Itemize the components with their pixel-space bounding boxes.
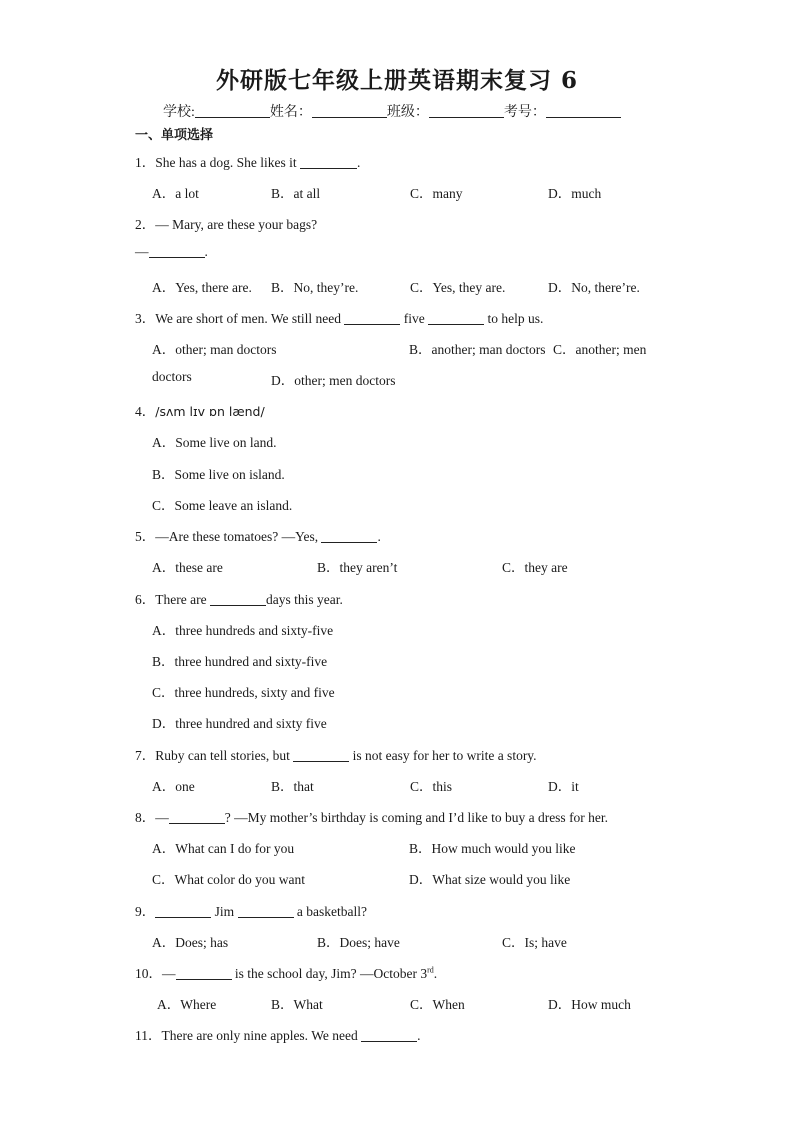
answer-blank[interactable] [321,530,377,543]
option-a[interactable]: A．Where [157,997,217,1012]
option-a[interactable]: A．a lot [152,186,199,201]
answer-blank[interactable] [210,593,266,606]
option-b[interactable]: B．Does; have [317,935,400,950]
option-a[interactable]: A．these are [152,560,223,575]
option-a[interactable]: A．one [152,779,195,794]
ordinal-suffix: rd [427,965,434,975]
option-d[interactable]: D．other; men doctors [271,373,396,388]
option-c[interactable]: C．this [410,779,453,794]
option-c[interactable]: C．three hundreds, sixty and five [152,685,335,700]
school-blank[interactable] [195,104,270,118]
question-5: 5．—Are these tomatoes? —Yes, . [135,529,381,544]
option-a[interactable]: A．What can I do for you [152,841,295,856]
question-stem: She has a dog. She likes it [155,155,300,170]
question-number: 7． [135,748,156,763]
question-number: 2． [135,217,156,232]
class-blank[interactable] [429,104,504,118]
answer-blank[interactable] [293,749,349,762]
option-d[interactable]: D．much [548,186,602,201]
answer-blank[interactable] [344,312,400,325]
question-stem: — Mary, are these your bags? [155,217,318,232]
option-b[interactable]: B．Some live on island. [152,467,285,482]
option-b[interactable]: B．another; man doctors [409,342,546,357]
option-a[interactable]: A．other; man doctors [152,342,277,357]
option-a[interactable]: A．Some live on land. [152,435,277,450]
question-11: 11．There are only nine apples. We need . [135,1028,421,1043]
option-b[interactable]: B．three hundred and sixty-five [152,654,328,669]
option-b[interactable]: B．that [271,779,314,794]
name-label: 姓名： [269,105,312,120]
option-b[interactable]: B．they aren’t [317,560,398,575]
student-info-line [163,101,621,121]
option-c-continued: doctors [152,369,192,384]
question-10: 10．— is the school day, Jim? —October 3rd. [135,965,438,981]
question-stem: ? —My mother’s birthday is coming and I’d like to buy a dress for her. [224,810,609,825]
option-a[interactable]: A．three hundreds and sixty-five [152,623,334,638]
option-b[interactable]: B．What [271,997,323,1012]
question-8: 8．— ? —My mother’s birthday is coming and I’d like to buy a dress for her. [135,810,609,825]
answer-blank[interactable] [169,811,225,824]
question-number: 6． [135,592,156,607]
question-stem-end: . [357,155,361,170]
question-number: 4． [135,404,156,419]
question-stem: Ruby can tell stories, but [155,748,294,763]
school-label: 学校: [163,105,195,120]
answer-blank[interactable] [149,245,205,258]
option-c[interactable]: C．they are [502,560,568,575]
question-stem: We are short of men. We still need [155,311,345,326]
question-7: 7．Ruby can tell stories, but is not easy for her to write a story. [135,748,537,763]
name-blank[interactable] [312,104,387,118]
answer-blank[interactable] [176,967,232,980]
question-2-line2: — . [135,244,208,259]
number-blank[interactable] [546,104,621,118]
question-number: 10． [135,966,162,981]
question-number: 8． [135,810,156,825]
section-heading: 一、单项选择 [135,128,214,143]
question-stem: a basketball? [293,904,367,919]
question-number: 3． [135,311,156,326]
question-9: 9． Jim a basketball? [135,904,367,919]
page-title: 外研版七年级上册英语期末复习 6 [215,67,578,94]
question-stem: —Are these tomatoes? —Yes, [155,529,322,544]
number-label: 考号： [503,105,546,120]
answer-blank[interactable] [428,312,484,325]
question-2 [135,213,317,233]
option-c[interactable]: C．Yes, they are. [410,280,506,295]
option-b[interactable]: B．at all [271,186,321,201]
option-b[interactable]: B．No, they’re. [271,280,359,295]
option-c[interactable]: C．another; men [553,342,647,357]
answer-blank[interactable] [361,1029,417,1042]
question-stem: is the school day, Jim? —October 3 [231,966,428,981]
question-number: 9． [135,904,156,919]
question-number: 1． [135,155,156,170]
option-c[interactable]: C．When [410,997,465,1012]
question-stem: /sʌm lɪv ɒn lænd/ [155,404,265,419]
class-label: 班级： [386,105,429,120]
option-a[interactable]: A．Yes, there are. [152,280,252,295]
option-d[interactable]: D．it [548,779,579,794]
answer-blank[interactable] [238,905,294,918]
question-1 [135,151,360,171]
option-c[interactable]: C．Is; have [502,935,567,950]
question-number: 5． [135,529,156,544]
question-stem: There are [155,592,210,607]
option-c[interactable]: C．Some leave an island. [152,498,293,513]
question-6: 6．There are days this year. [135,592,343,607]
option-a[interactable]: A．Does; has [152,935,229,950]
option-d[interactable]: D．What size would you like [409,872,571,887]
answer-blank[interactable] [300,156,357,169]
option-b[interactable]: B．How much would you like [409,841,576,856]
answer-blank[interactable] [155,905,211,918]
option-c[interactable]: C．What color do you want [152,872,305,887]
question-3: 3．We are short of men. We still need five to help us. [135,311,544,326]
option-c[interactable]: C．many [410,186,463,201]
option-d[interactable]: D．How much [548,997,631,1012]
question-4 [135,400,265,420]
option-d[interactable]: D．three hundred and sixty five [152,716,327,731]
question-stem: There are only nine apples. We need [161,1028,362,1043]
question-number: 11． [135,1028,162,1043]
option-d[interactable]: D．No, there’re. [548,280,640,295]
